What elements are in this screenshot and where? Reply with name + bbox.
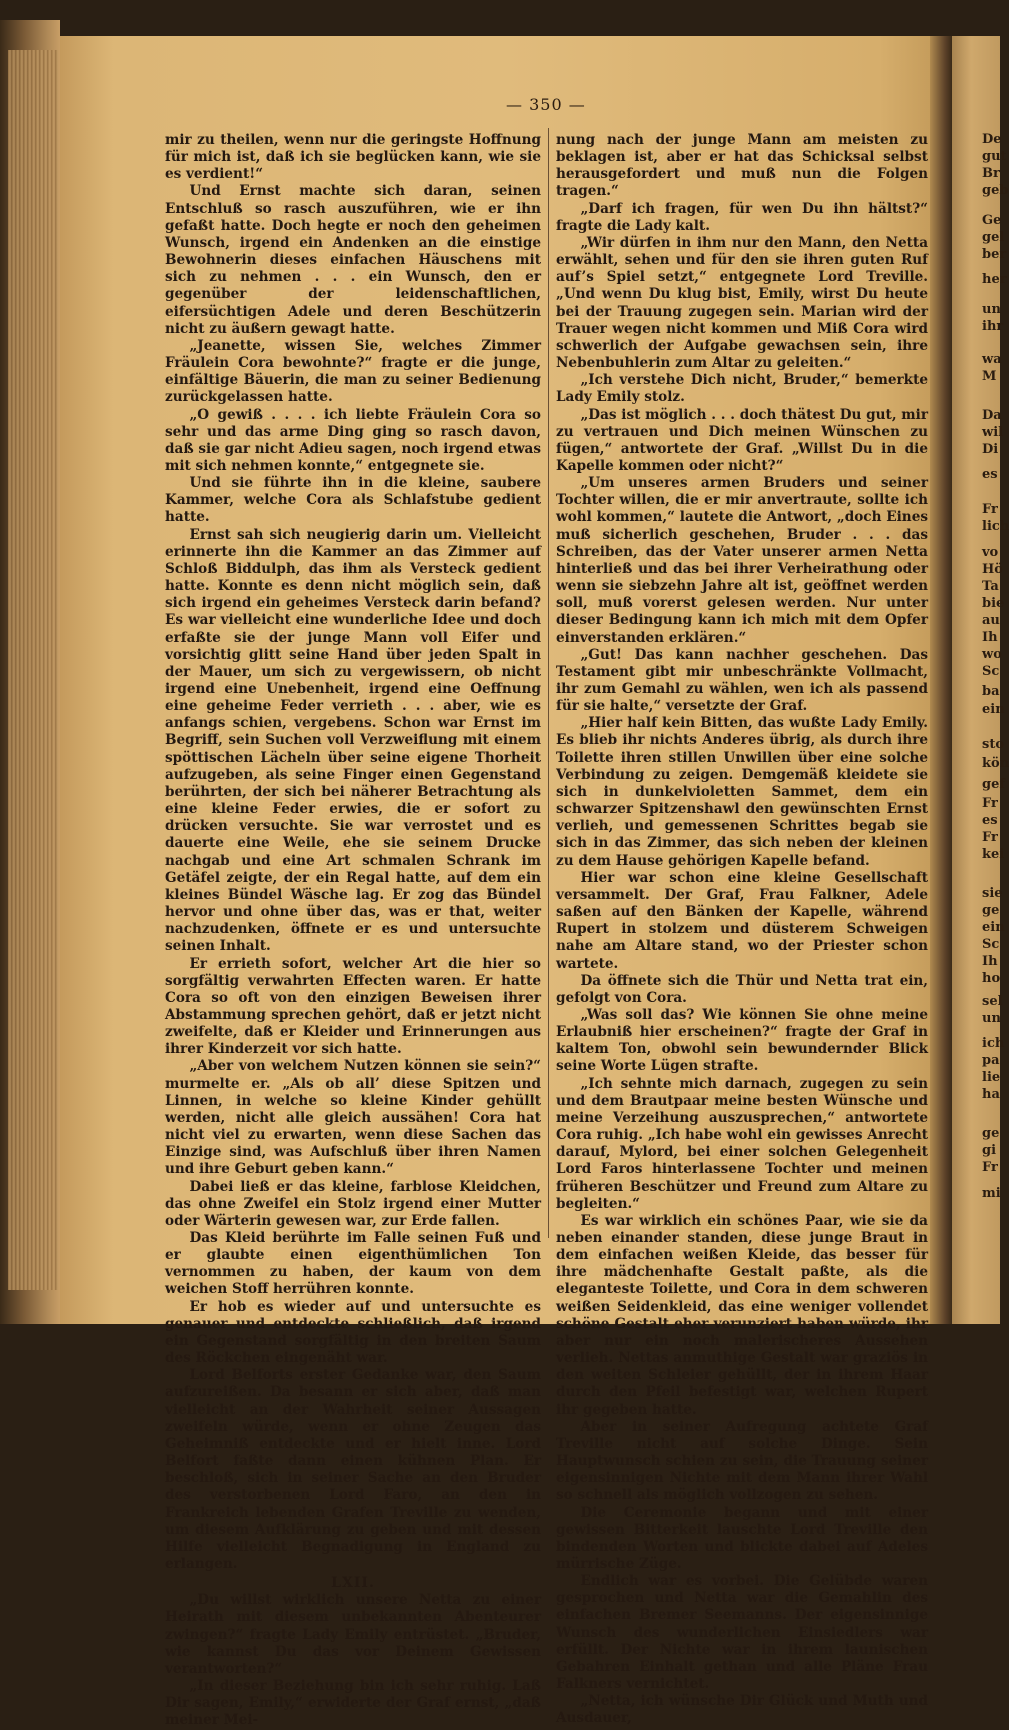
facing-page-text-fragment: ba <box>982 684 1000 699</box>
page-number: — 350 — <box>506 95 586 114</box>
facing-page-text-fragment: wa <box>982 352 1002 367</box>
facing-page-text-fragment: kei <box>982 847 1005 862</box>
paragraph: „Netta, ich wünsche Dir Glück und Muth und Ausdauer, <box>556 1693 928 1727</box>
facing-page-text-fragment: Ta <box>982 579 999 594</box>
page-edges <box>8 50 58 1290</box>
facing-page-text-fragment: geb <box>982 183 1009 198</box>
facing-page-text-fragment: gel <box>982 230 1005 245</box>
paragraph: Dabei ließ er das kleine, farblose Kleidchen, das ohne Zweifel ein Stolz irgend einer Mutter oder Wärterin gewesen war, zur Erde fallen. <box>165 1178 541 1229</box>
facing-page-text-fragment: un <box>982 1011 1001 1026</box>
facing-page-text-fragment: lie <box>982 1070 1001 1085</box>
facing-page-text-fragment: M <box>982 369 997 384</box>
book-gutter <box>930 36 952 1324</box>
facing-page-text-fragment: un <box>982 302 1001 317</box>
paragraph: „Ich sehnte mich darnach, zugegen zu sein und dem Brautpaar meine besten Wünsche und meine Verzeihung auszusprechen,“ antwortete Cora ruhig. „Ich habe wohl ein gewisses Anrecht darauf, Mylord, bei einer solchen Gelegenheit Lord Faros hinterlassene Tochter und meinen früheren Beschützer und Freund zum Altare zu begleiten.“ <box>556 1075 928 1212</box>
paragraph: Das Kleid berührte im Falle seinen Fuß und er glaubte einen eigenthümlichen Ton vernommen zu haben, der kaum von dem weichen Stoff herrühren konnte. <box>165 1230 541 1298</box>
paragraph: Ernst sah sich neugierig darin um. Vielleicht erinnerte ihn die Kammer an das Zimmer auf Schloß Biddulph, das ihm als Versteck gedient hatte. Konnte es denn nicht möglich sein, daß sich irgend ein geheimes Versteck darin befand? Es war vielleicht eine wunderliche Idee und doch erfaßte sie der junge Mann voll Eifer und vorsichtig glitt seine Hand über jeden Spalt in der Mauer, um sich zu vergewissern, ob nicht irgend eine Unebenheit, irgend eine Oeffnung eine geheime Feder verrieth . . . aber, wie es anfangs schien, vergebens. Schon war Ernst im Begriff, sein Suchen voll Verzweiflung mit einem spöttischen Lächeln über seine eigene Thorheit aufzugeben, als seine Finger einen Gegenstand berührten, der sich bei näherer Betrachtung als eine kleine Feder erwies, die er sofort zu drücken versuchte. Sie war verrostet und es dauerte eine Weile, ehe sie seinem Drucke nachgab und eine Art schmalen Schrank im Getäfel zeigte, der ein Regal hatte, auf dem ein kleines Bündel Wäsche lag. Er zog das Bündel hervor und ohne über das, was er that, weiter nachzudenken, öffnete er es und untersuchte seinen Inhalt. <box>165 526 541 955</box>
facing-page-text-fragment: wo <box>982 647 1002 662</box>
paragraph: „Hier half kein Bitten, das wußte Lady Emily. Es blieb ihr nichts Anderes übrig, als durch ihre Toilette ihren stillen Unwillen über eine solche Verbindung zu zeigen. Demgemäß kleidete sie sich in dunkelvioletten Sammet, dem ein schwarzer Spitzenshawl den gewünschten Ernst verlieh, und gemessenen Schrittes begab sie sich in das Zimmer, das sich neben der kleinen zu dem Hause gehörigen Kapelle befand. <box>556 715 928 869</box>
paragraph: Und sie führte ihn in die kleine, saubere Kammer, welche Cora als Schlafstube gedient hatte. <box>165 475 541 526</box>
facing-page-text-fragment: ber <box>982 247 1007 262</box>
paragraph: nung nach der junge Mann am meisten zu beklagen ist, aber er hat das Schicksal selbst herausgefordert und muß nun die Folgen tragen.“ <box>556 132 928 200</box>
facing-page-text-fragment: Sc <box>982 664 1000 679</box>
paragraph: mir zu theilen, wenn nur die geringste Hoffnung für mich ist, daß ich sie beglücken kann, wie sie es verdient!“ <box>165 132 541 183</box>
facing-page-text-fragment: Hö <box>982 562 1003 577</box>
paragraph: Da öffnete sich die Thür und Netta trat ein, gefolgt von Cora. <box>556 972 928 1006</box>
paragraph: „Jeanette, wissen Sie, welches Zimmer Fräulein Cora bewohnte?“ fragte er die junge, einfältige Bäuerin, die man zu seiner Bedienung zurückgelassen hatte. <box>165 337 541 406</box>
chapter-heading: LXII. <box>331 1575 375 1592</box>
paragraph: „Du willst wirklich unsere Netta zu einer Heirath mit diesem unbekannten Abenteurer zwingen?“ fragte Lady Emily entrüstet. „Bruder, wie kannst Du das vor Deinem Gewissen verantworten?“ <box>165 1592 541 1677</box>
facing-page-text-fragment: Di <box>982 442 999 457</box>
facing-page-text-fragment: gef <box>982 777 1005 792</box>
facing-page-text-fragment: Fr <box>982 830 998 845</box>
facing-page-text-fragment: her <box>982 272 1007 287</box>
column-divider <box>548 128 549 1238</box>
facing-page-text-fragment: De <box>982 132 1002 147</box>
paragraph: Die Ceremonie begann und mit einer gewissen Bitterkeit lauschte Lord Treville den bindenden Worten und blickte dabei auf Adeles mürrische Züge. <box>556 1504 928 1572</box>
paragraph: „Was soll das? Wie können Sie ohne meine Erlaubniß hier erscheinen?“ fragte der Graf in kaltem Ton, obwohl sein bewundernder Blick seine Worte Lügen strafte. <box>556 1006 928 1075</box>
paragraph: Aber in seiner Aufregung achtete Graf Treville nicht auf solche Dinge. Sein Hauptwunsch schien zu sein, die Trauung seiner eigensinnigen Nichte mit dem Mann ihrer Wahl so schnell als möglich vollzogen zu sehen. <box>556 1418 928 1504</box>
facing-page-text-fragment: lich <box>982 519 1009 534</box>
facing-page-text-fragment: au <box>982 613 1000 628</box>
paragraph: Er errieth sofort, welcher Art die hier so sorgfältig verwahrten Effecten waren. Er hatte Cora so oft von den einzigen Beweisen ihrer Abstammung sprechen gehört, daß er jetzt nicht zweifelte, daß er Kleider und Erinnerungen aus ihrer Kinderzeit vor sich hatte. <box>165 955 541 1058</box>
paragraph: „Um unseres armen Bruders und seiner Tochter willen, die er mir anvertraute, sollte ich wohl kommen,“ lautete die Antwort, „doch Eines muß sicherlich geschehen, Bruder . . . das Schreiben, das der Vater unserer armen Netta hinterließ und das bei ihrer Verheirathung oder wenn sie siebzehn Jahre alt ist, geöffnet werden soll, muß vorerst gelesen werden. Nur unter dieser Bedingung kann ich mich mit dem Opfer einverstanden erklären.“ <box>556 475 928 646</box>
facing-page-text-fragment: vo <box>982 545 999 560</box>
paragraph: „Ich verstehe Dich nicht, Bruder,“ bemerkte Lady Emily stolz. <box>556 372 928 406</box>
facing-page-text-fragment: kön <box>982 756 1009 771</box>
left-column <box>165 132 541 1730</box>
paragraph: Er hob es wieder auf und untersuchte es genauer und entdeckte schließlich, daß irgend ein Gegenstand sorgfältig in den breiten Saum des Röckchen eingenäht war. <box>165 1298 541 1367</box>
paragraph: Endlich war es vorbei. Die Gelübde waren gesprochen und Netta war die Gemahlin des einfachen Bremer Seemanns. Der eigensinnige Wunsch des wunderlichen Einsiedlers war erfüllt. Der Nichte war in ihrem launischen Gebahren Einhalt gethan und alle Pläne Frau Falkners vernichtet. <box>556 1573 928 1693</box>
facing-page-text-fragment: pa <box>982 1053 1000 1068</box>
facing-page-text-fragment: Fr <box>982 796 998 811</box>
paragraph: Hier war schon eine kleine Gesellschaft versammelt. Der Graf, Frau Falkner, Adele saßen auf den Bänken der Kapelle, während Rupert in stolzem und düsterem Schweigen nahe am Altare stand, wo der Priester schon wartete. <box>556 869 928 972</box>
paragraph: Es war wirklich ein schönes Paar, wie sie da neben einander standen, diese junge Braut in dem einfachen weißen Kleide, das besser für ihre mädchenhafte Gestalt paßte, als die eleganteste Toilette, und Cora in dem schweren weißen Seidenkleid, das eine weniger vollendet schöne Gestalt eher verunziert haben würde, ihr aber nur ein noch malerischeres Aussehen verlieh. Nettas anmuthige Gestalt war graziös in den weiten Schleier gehüllt, der in ihrem Haar durch den Pfeil befestigt war, welchen Rupert ihr gegeben hatte. <box>556 1212 928 1418</box>
facing-page-text-fragment: Ge <box>982 213 1002 228</box>
paragraph: „Aber von welchem Nutzen können sie sein?“ murmelte er. „Als ob all’ diese Spitzen und Linnen, in welche so kleine Kinder gehüllt werden, nicht alle gleich aussähen! Cora hat nicht viel zu erwarten, wenn diese Sachen das Einzige sind, was Aufschluß über ihren Namen und ihre Geburt geben kann.“ <box>165 1058 541 1178</box>
facing-page-text-fragment: Ih <box>982 630 998 645</box>
paragraph: „Darf ich fragen, für wen Du ihn hältst?“ fragte die Lady kalt. <box>556 200 928 234</box>
facing-page-text-fragment: Da <box>982 408 1002 423</box>
paragraph: „O gewiß . . . . ich liebte Fräulein Cora so sehr und das arme Ding ging so rasch davon, daß sie gar nicht Adieu sagen, noch irgend etwas mit sich nehmen konnte,“ entgegnete sie. <box>165 406 541 474</box>
facing-page-text-fragment: gi <box>982 1143 997 1158</box>
facing-page-text-fragment: ein <box>982 920 1005 935</box>
facing-page-text-fragment: sie <box>982 886 1003 901</box>
facing-page-text-fragment: ha <box>982 1087 1000 1102</box>
facing-page-text-fragment: mi <box>982 1186 1001 1201</box>
paragraph: Und Ernst machte sich daran, seinen Entschluß so rasch auszuführen, wie er ihn gefaßt hatte. Doch hegte er noch den geheimen Wunsch, irgend ein Andenken an die einstige Bewohnerin dieses einfachen Häuschens mit sich zu nehmen . . . ein Wunsch, den er gegenüber der leidenschaftlichen, eifersüchtigen Adele und deren Beschützerin nicht zu äußern gewagt hatte. <box>165 183 541 337</box>
paragraph: Lord Belforts erster Gedanke war, den Saum aufzureißen. Da besann er sich aber, daß man vielleicht an der Wahrheit seiner Aussagen zweifeln würde, wenn er ohne Zeugen das Geheimniß entdeckte und er hielt inne. Lord Belfort faßte dann einen kühnen Plan. Er beschloß, sich in seiner Sache an den Bruder des verstorbenen Lord Faro, an den in Frankreich lebenden Grafen Treville zu wenden, um diesem Aufklärung zu geben und mit dessen Hilfe vielleicht Begnadigung in England zu erlangen. <box>165 1367 541 1572</box>
facing-page-text-fragment: Br <box>982 166 1000 181</box>
facing-page-text-fragment: Fr <box>982 502 998 517</box>
facing-page-text-fragment: ho <box>982 971 1001 986</box>
paragraph: „Gut! Das kann nachher geschehen. Das Testament gibt mir unbeschränkte Vollmacht, ihr zum Gemahl zu wählen, wen ich als passend für sie halte,“ versetzte der Graf. <box>556 646 928 715</box>
facing-page-text-fragment: Ih <box>982 954 998 969</box>
facing-page-text-fragment: es <box>982 467 998 482</box>
book-left-edge <box>0 20 60 1324</box>
paragraph: „Wir dürfen in ihm nur den Mann, den Netta erwählt, sehen und für den sie ihren guten Ruf auf’s Spiel setzt,“ entgegnete Lord Treville. „Und wenn Du klug bist, Emily, wirst Du heute bei der Trauung zugegen sein. Marian wird der Trauer wegen nicht kommen und Miß Cora wird schwerlich der Aufgabe gewachsen sein, ihre Nebenbuhlerin zum Altar zu geleiten.“ <box>556 234 928 372</box>
facing-page-text-fragment: ihr <box>982 319 1004 334</box>
facing-page-text-fragment: ge <box>982 1126 1000 1141</box>
facing-page-text-fragment: Fr <box>982 1160 998 1175</box>
facing-page-text-fragment: ein <box>982 702 1005 717</box>
paragraph: „Das ist möglich . . . doch thätest Du gut, mir zu vertrauen und Dich meinen Wünschen zu fügen,“ antwortete der Graf. „Willst Du in die Kapelle kommen oder nicht?“ <box>556 406 928 474</box>
facing-page-text-fragment: bie <box>982 596 1005 611</box>
facing-page-text-fragment: sto <box>982 737 1004 752</box>
facing-page-text-fragment: gut <box>982 149 1007 164</box>
facing-page-text-fragment: ge <box>982 903 1000 918</box>
paragraph: „In dieser Beziehung bin ich sehr ruhig. Laß Dir sagen, Emily,“ erwiderte der Graf ernst, „daß meiner Mei- <box>165 1678 541 1729</box>
facing-page-text-fragment: Sc <box>982 937 1000 952</box>
facing-page-text-fragment: ich <box>982 1036 1005 1051</box>
facing-page-edge <box>952 36 1009 1324</box>
facing-page-text-fragment: sel <box>982 994 1003 1009</box>
facing-page-text-fragment: wil <box>982 425 1004 440</box>
right-column <box>556 132 928 1728</box>
facing-page-text-fragment: es <box>982 813 998 828</box>
